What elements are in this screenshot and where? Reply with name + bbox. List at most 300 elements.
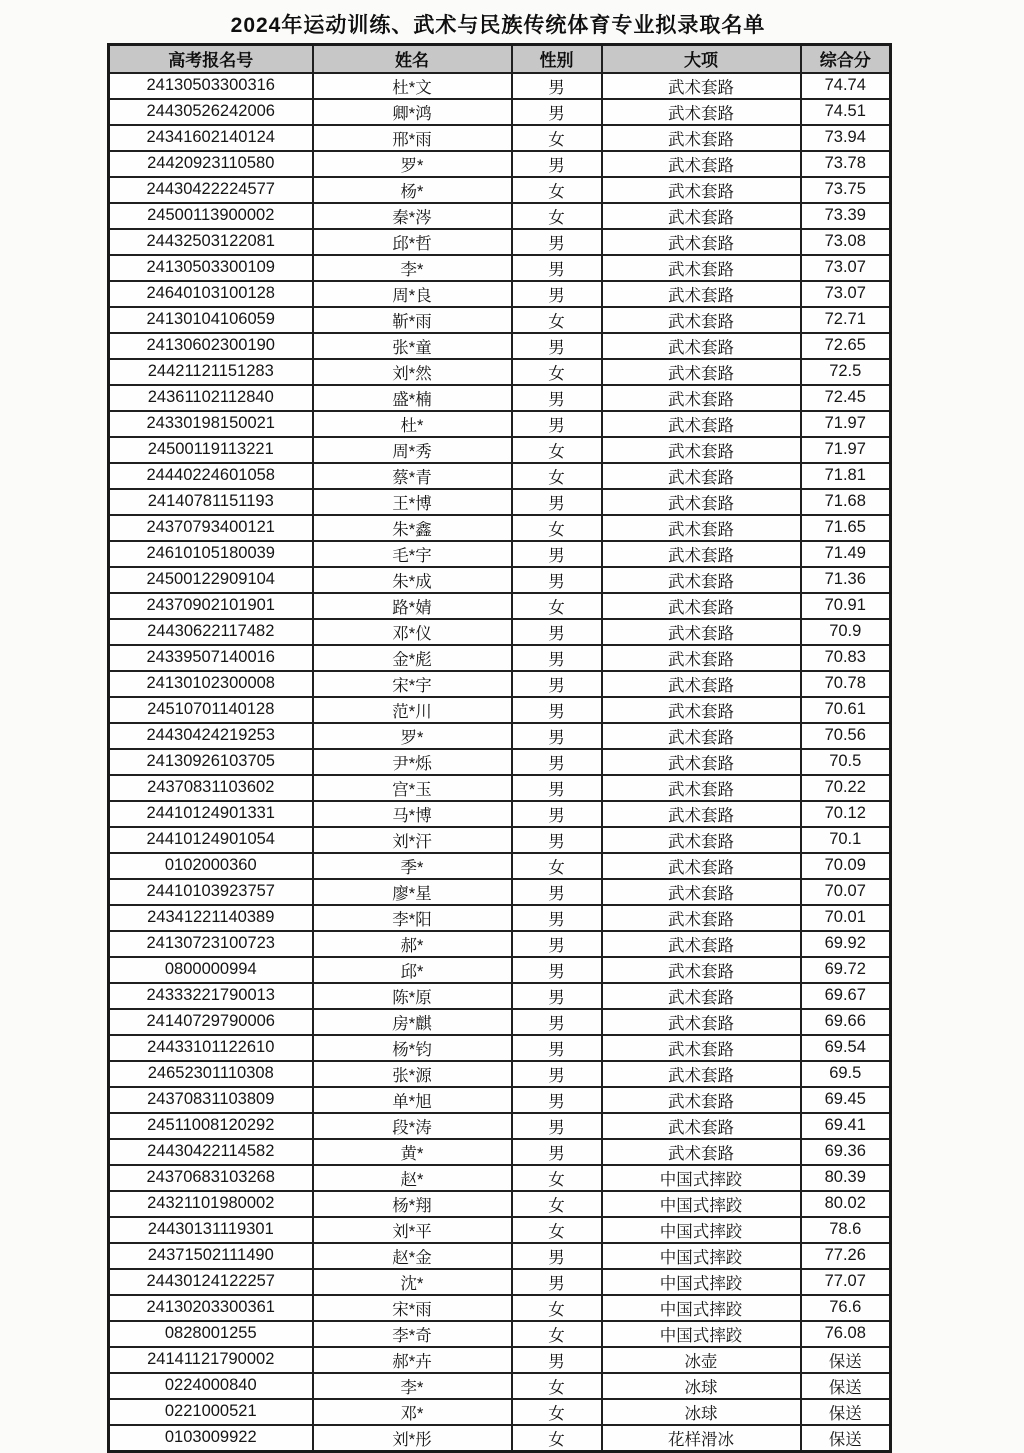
cell-exam-id: 24410124901054 [109,827,313,853]
cell-score: 73.75 [801,177,891,203]
cell-gender: 男 [512,645,602,671]
cell-score: 70.1 [801,827,891,853]
table-row [109,437,891,463]
cell-event: 中国式摔跤 [602,1295,801,1321]
cell-score: 69.36 [801,1139,891,1165]
cell-event: 花样滑冰 [602,1425,801,1452]
table-row [109,1347,891,1373]
cell-gender: 男 [512,385,602,411]
cell-name: 路*婧 [313,593,512,619]
table-row [109,879,891,905]
table-row [109,853,891,879]
cell-name: 邓* [313,1399,512,1425]
cell-event: 武术套路 [602,489,801,515]
cell-event: 武术套路 [602,385,801,411]
table-row [109,1061,891,1087]
cell-name: 陈*原 [313,983,512,1009]
cell-event: 武术套路 [602,1061,801,1087]
table-row [109,229,891,255]
cell-name: 房*麒 [313,1009,512,1035]
cell-exam-id: 0224000840 [109,1373,313,1399]
table-row [109,463,891,489]
cell-name: 王*博 [313,489,512,515]
cell-exam-id: 0221000521 [109,1399,313,1425]
cell-gender: 男 [512,619,602,645]
cell-gender: 男 [512,749,602,775]
cell-score: 69.72 [801,957,891,983]
table-row [109,1035,891,1061]
cell-score: 69.66 [801,1009,891,1035]
cell-exam-id: 24130723100723 [109,931,313,957]
cell-gender: 男 [512,489,602,515]
cell-gender: 男 [512,957,602,983]
cell-score: 77.07 [801,1269,891,1295]
cell-gender: 男 [512,1087,602,1113]
cell-name: 蔡*青 [313,463,512,489]
cell-gender: 男 [512,905,602,931]
cell-name: 宋*雨 [313,1295,512,1321]
cell-name: 宋*宇 [313,671,512,697]
cell-score: 69.92 [801,931,891,957]
table-row [109,333,891,359]
table-row [109,801,891,827]
cell-event: 武术套路 [602,879,801,905]
cell-exam-id: 24421121151283 [109,359,313,385]
cell-exam-id: 24130104106059 [109,307,313,333]
cell-score: 70.91 [801,593,891,619]
cell-gender: 男 [512,229,602,255]
cell-event: 武术套路 [602,437,801,463]
cell-event: 武术套路 [602,853,801,879]
cell-event: 武术套路 [602,99,801,125]
table-row [109,411,891,437]
cell-event: 武术套路 [602,593,801,619]
cell-event: 武术套路 [602,697,801,723]
cell-gender: 男 [512,983,602,1009]
cell-score: 保送 [801,1373,891,1399]
table-row [109,359,891,385]
cell-gender: 女 [512,463,602,489]
table-row [109,1087,891,1113]
cell-score: 73.94 [801,125,891,151]
cell-exam-id: 24610105180039 [109,541,313,567]
cell-score: 70.78 [801,671,891,697]
cell-gender: 男 [512,1139,602,1165]
cell-exam-id: 24361102112840 [109,385,313,411]
cell-gender: 男 [512,99,602,125]
cell-name: 杨*翔 [313,1191,512,1217]
cell-name: 刘*平 [313,1217,512,1243]
cell-score: 70.22 [801,775,891,801]
cell-gender: 女 [512,125,602,151]
table-row [109,177,891,203]
cell-exam-id: 24430526242006 [109,99,313,125]
cell-exam-id: 24341221140389 [109,905,313,931]
cell-score: 71.49 [801,541,891,567]
cell-score: 69.54 [801,1035,891,1061]
cell-exam-id: 24500122909104 [109,567,313,593]
cell-name: 沈* [313,1269,512,1295]
table-row [109,749,891,775]
cell-exam-id: 24430124122257 [109,1269,313,1295]
cell-event: 武术套路 [602,73,801,99]
table-row [109,281,891,307]
cell-event: 武术套路 [602,307,801,333]
cell-exam-id: 24339507140016 [109,645,313,671]
table-row [109,1009,891,1035]
table-row [109,255,891,281]
cell-gender: 男 [512,879,602,905]
cell-score: 73.39 [801,203,891,229]
cell-exam-id: 24500113900002 [109,203,313,229]
table-header [109,45,891,73]
cell-score: 77.26 [801,1243,891,1269]
cell-name: 刘*彤 [313,1425,512,1452]
cell-event: 武术套路 [602,905,801,931]
cell-gender: 男 [512,671,602,697]
cell-name: 单*旭 [313,1087,512,1113]
cell-name: 郝*卉 [313,1347,512,1373]
table-row [109,73,891,99]
table-row [109,1243,891,1269]
table-row [109,151,891,177]
cell-event: 武术套路 [602,983,801,1009]
table-row [109,1113,891,1139]
cell-gender: 男 [512,1347,602,1373]
admission-roster-table [107,43,892,1453]
cell-exam-id: 24140781151193 [109,489,313,515]
cell-exam-id: 24333221790013 [109,983,313,1009]
cell-score: 69.41 [801,1113,891,1139]
cell-score: 71.81 [801,463,891,489]
cell-event: 中国式摔跤 [602,1243,801,1269]
cell-name: 邢*雨 [313,125,512,151]
cell-score: 71.65 [801,515,891,541]
cell-event: 武术套路 [602,125,801,151]
cell-event: 冰壶 [602,1347,801,1373]
cell-score: 保送 [801,1347,891,1373]
page-title: 2024年运动训练、武术与民族传统体育专业拟录取名单 [230,14,766,37]
cell-exam-id: 24330198150021 [109,411,313,437]
cell-gender: 男 [512,827,602,853]
cell-event: 武术套路 [602,333,801,359]
cell-gender: 男 [512,723,602,749]
cell-name: 杨*钧 [313,1035,512,1061]
cell-event: 中国式摔跤 [602,1165,801,1191]
cell-exam-id: 24141121790002 [109,1347,313,1373]
col-header-name: 姓名 [313,45,512,73]
cell-name: 李* [313,1373,512,1399]
cell-gender: 男 [512,281,602,307]
cell-score: 74.74 [801,73,891,99]
cell-name: 李* [313,255,512,281]
cell-name: 廖*星 [313,879,512,905]
cell-name: 赵*金 [313,1243,512,1269]
cell-event: 武术套路 [602,463,801,489]
cell-name: 卿*鸿 [313,99,512,125]
cell-score: 73.07 [801,281,891,307]
cell-exam-id: 24430131119301 [109,1217,313,1243]
cell-exam-id: 24430622117482 [109,619,313,645]
cell-gender: 男 [512,567,602,593]
cell-exam-id: 24130503300109 [109,255,313,281]
cell-event: 武术套路 [602,827,801,853]
cell-exam-id: 24432503122081 [109,229,313,255]
cell-name: 刘*然 [313,359,512,385]
cell-event: 武术套路 [602,1139,801,1165]
cell-name: 罗* [313,151,512,177]
table-row [109,827,891,853]
cell-name: 张*童 [313,333,512,359]
cell-event: 武术套路 [602,645,801,671]
table-row [109,541,891,567]
cell-name: 周*秀 [313,437,512,463]
cell-name: 罗* [313,723,512,749]
cell-gender: 男 [512,775,602,801]
col-header-exam-id: 高考报名号 [109,45,313,73]
cell-gender: 女 [512,1373,602,1399]
cell-gender: 女 [512,1321,602,1347]
cell-gender: 男 [512,73,602,99]
cell-name: 季* [313,853,512,879]
cell-gender: 女 [512,1399,602,1425]
cell-exam-id: 24130102300008 [109,671,313,697]
cell-name: 张*源 [313,1061,512,1087]
table-row [109,593,891,619]
cell-event: 武术套路 [602,1009,801,1035]
cell-score: 71.68 [801,489,891,515]
cell-name: 马*博 [313,801,512,827]
cell-exam-id: 24420923110580 [109,151,313,177]
cell-exam-id: 0103009922 [109,1425,313,1452]
table-row [109,125,891,151]
table-row [109,931,891,957]
cell-event: 武术套路 [602,567,801,593]
cell-event: 武术套路 [602,177,801,203]
cell-event: 武术套路 [602,619,801,645]
cell-event: 武术套路 [602,359,801,385]
cell-event: 武术套路 [602,1113,801,1139]
table-body [109,73,891,1452]
cell-exam-id: 24130926103705 [109,749,313,775]
table-row [109,905,891,931]
table-row [109,1217,891,1243]
cell-score: 70.5 [801,749,891,775]
cell-exam-id: 24371502111490 [109,1243,313,1269]
cell-name: 段*涛 [313,1113,512,1139]
cell-event: 武术套路 [602,515,801,541]
cell-event: 中国式摔跤 [602,1269,801,1295]
cell-event: 冰球 [602,1373,801,1399]
cell-name: 朱*鑫 [313,515,512,541]
cell-exam-id: 24370831103602 [109,775,313,801]
cell-gender: 女 [512,1191,602,1217]
cell-gender: 女 [512,177,602,203]
table-row [109,671,891,697]
cell-score: 72.71 [801,307,891,333]
cell-event: 中国式摔跤 [602,1217,801,1243]
cell-name: 靳*雨 [313,307,512,333]
cell-exam-id: 24410124901331 [109,801,313,827]
col-header-event: 大项 [602,45,801,73]
cell-name: 周*良 [313,281,512,307]
table-row [109,385,891,411]
cell-gender: 女 [512,437,602,463]
cell-gender: 男 [512,931,602,957]
cell-exam-id: 24140729790006 [109,1009,313,1035]
cell-exam-id: 0800000994 [109,957,313,983]
cell-score: 71.97 [801,411,891,437]
cell-exam-id: 0102000360 [109,853,313,879]
cell-score: 70.83 [801,645,891,671]
table-row [109,983,891,1009]
cell-gender: 女 [512,593,602,619]
cell-exam-id: 24440224601058 [109,463,313,489]
cell-name: 刘*汗 [313,827,512,853]
cell-score: 72.65 [801,333,891,359]
cell-gender: 女 [512,307,602,333]
table-row [109,489,891,515]
cell-event: 武术套路 [602,541,801,567]
cell-name: 范*川 [313,697,512,723]
cell-exam-id: 24430422224577 [109,177,313,203]
cell-name: 黄* [313,1139,512,1165]
cell-score: 72.45 [801,385,891,411]
cell-name: 尹*烁 [313,749,512,775]
cell-name: 朱*成 [313,567,512,593]
cell-score: 73.78 [801,151,891,177]
cell-gender: 女 [512,359,602,385]
cell-exam-id: 24370683103268 [109,1165,313,1191]
cell-gender: 男 [512,1061,602,1087]
cell-exam-id: 24510701140128 [109,697,313,723]
table-row [109,645,891,671]
cell-name: 李*阳 [313,905,512,931]
table-row [109,723,891,749]
table-header-row [109,45,891,73]
cell-exam-id: 24130503300316 [109,73,313,99]
cell-event: 武术套路 [602,723,801,749]
table-row [109,957,891,983]
cell-gender: 男 [512,541,602,567]
cell-gender: 女 [512,1295,602,1321]
cell-name: 邓*仪 [313,619,512,645]
cell-event: 武术套路 [602,255,801,281]
table-row [109,99,891,125]
cell-score: 69.67 [801,983,891,1009]
cell-name: 盛*楠 [313,385,512,411]
cell-gender: 男 [512,1243,602,1269]
cell-event: 武术套路 [602,957,801,983]
cell-exam-id: 24430422114582 [109,1139,313,1165]
cell-gender: 男 [512,1009,602,1035]
cell-gender: 男 [512,151,602,177]
cell-event: 武术套路 [602,151,801,177]
table-row [109,1139,891,1165]
cell-score: 74.51 [801,99,891,125]
cell-gender: 男 [512,1113,602,1139]
cell-exam-id: 24500119113221 [109,437,313,463]
cell-score: 70.09 [801,853,891,879]
cell-score: 保送 [801,1425,891,1452]
cell-name: 杜*文 [313,73,512,99]
cell-gender: 男 [512,1269,602,1295]
cell-event: 武术套路 [602,671,801,697]
table-row [109,1269,891,1295]
cell-score: 73.07 [801,255,891,281]
cell-exam-id: 24410103923757 [109,879,313,905]
cell-gender: 女 [512,1217,602,1243]
cell-gender: 男 [512,255,602,281]
cell-exam-id: 24652301110308 [109,1061,313,1087]
cell-event: 武术套路 [602,1087,801,1113]
cell-score: 70.12 [801,801,891,827]
cell-gender: 女 [512,1165,602,1191]
cell-gender: 女 [512,853,602,879]
cell-name: 邱*哲 [313,229,512,255]
cell-event: 武术套路 [602,229,801,255]
cell-event: 冰球 [602,1399,801,1425]
cell-score: 70.9 [801,619,891,645]
cell-event: 武术套路 [602,411,801,437]
cell-exam-id: 24130602300190 [109,333,313,359]
cell-name: 邱* [313,957,512,983]
cell-event: 中国式摔跤 [602,1321,801,1347]
cell-score: 69.5 [801,1061,891,1087]
cell-score: 72.5 [801,359,891,385]
cell-exam-id: 24370793400121 [109,515,313,541]
cell-exam-id: 24433101122610 [109,1035,313,1061]
cell-gender: 男 [512,801,602,827]
cell-event: 武术套路 [602,775,801,801]
cell-name: 李*奇 [313,1321,512,1347]
cell-gender: 男 [512,333,602,359]
table-row [109,697,891,723]
table-row [109,307,891,333]
cell-gender: 男 [512,1035,602,1061]
table-row [109,1295,891,1321]
cell-name: 金*彪 [313,645,512,671]
table-row [109,1399,891,1425]
col-header-gender: 性别 [512,45,602,73]
table-row [109,1373,891,1399]
cell-score: 80.02 [801,1191,891,1217]
cell-name: 赵* [313,1165,512,1191]
cell-exam-id: 24370902101901 [109,593,313,619]
cell-gender: 女 [512,515,602,541]
cell-score: 70.07 [801,879,891,905]
cell-event: 中国式摔跤 [602,1191,801,1217]
cell-gender: 男 [512,697,602,723]
cell-name: 秦*涔 [313,203,512,229]
cell-score: 76.6 [801,1295,891,1321]
table-row [109,775,891,801]
cell-event: 武术套路 [602,931,801,957]
cell-score: 78.6 [801,1217,891,1243]
cell-exam-id: 24130203300361 [109,1295,313,1321]
cell-score: 70.01 [801,905,891,931]
cell-score: 73.08 [801,229,891,255]
cell-name: 毛*宇 [313,541,512,567]
cell-exam-id: 24511008120292 [109,1113,313,1139]
cell-exam-id: 24341602140124 [109,125,313,151]
cell-name: 杜* [313,411,512,437]
cell-event: 武术套路 [602,281,801,307]
cell-event: 武术套路 [602,749,801,775]
cell-score: 71.97 [801,437,891,463]
cell-score: 69.45 [801,1087,891,1113]
cell-score: 76.08 [801,1321,891,1347]
